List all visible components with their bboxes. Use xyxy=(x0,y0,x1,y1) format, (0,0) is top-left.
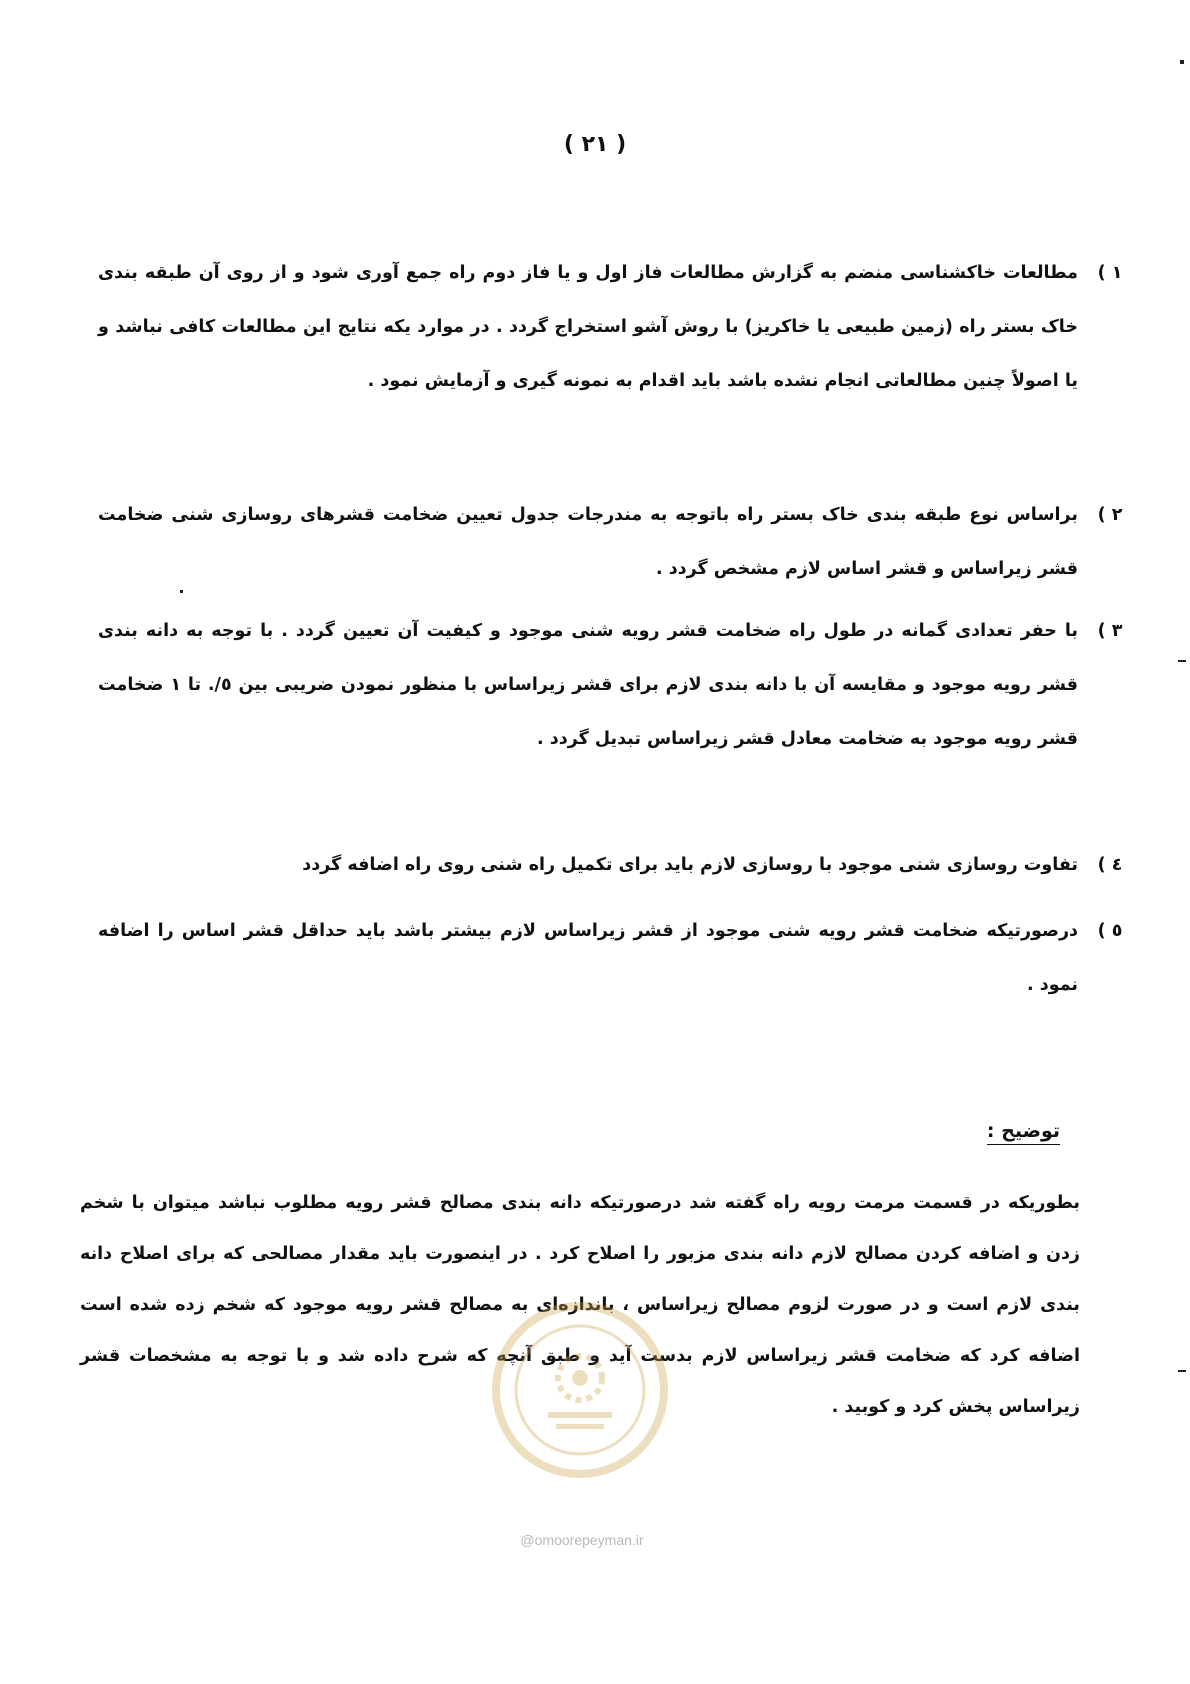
margin-mark xyxy=(180,590,183,593)
item-text: براساس نوع طبقه بندی خاک بستر راه باتوجه به مندرجات جدول تعیین ضخامت قشرهای روسازی شنی ضخامت قشر زیراساس و قشر اساس لازم مشخص گردد . xyxy=(98,505,1078,579)
margin-mark xyxy=(1180,60,1184,64)
item-text: درصورتیکه ضخامت قشر رویه شنی موجود از قشر زیراساس لازم بیشتر باشد باید حداقل قشر اساس را اضافه نمود . xyxy=(98,921,1078,995)
margin-mark xyxy=(1178,1370,1186,1372)
item-number: ٥ ) xyxy=(1097,921,1123,941)
margin-mark xyxy=(1178,660,1186,662)
list-item-3 xyxy=(98,604,1123,766)
note-paragraph: بطوریکه در قسمت مرمت رویه راه گفته شد درصورتیکه دانه بندی مصالح قشر رویه مطلوب نباشد میتوان با شخم زدن و اضافه کردن مصالح لازم دانه بندی مزبور را اصلاح کرد . در اینصورت باید مقدار مصالحی که برای اصلاح دانه بندی لازم است و در صورت لزوم مصالح زیراساس ، باندازه‌ای به مصالح قشر رویه موجود که شخم زده شده است اضافه کرد که ضخامت قشر زیراساس لازم بدست آید و طبق آنچه که شرح داده شد و با توجه به مشخصات قشر زیراساس پخش کرد و کوبید . xyxy=(80,1193,1080,1417)
watermark-text: @omoorepeyman.ir xyxy=(520,1532,644,1548)
item-number: ٣ ) xyxy=(1097,621,1123,641)
note-heading: توضیح : xyxy=(987,1120,1060,1145)
item-text: با حفر تعدادی گمانه در طول راه ضخامت قشر رویه شنی موجود و کیفیت آن تعیین گردد . با توجه به دانه بندی قشر رویه موجود و مقایسه آن با دانه بندی لازم برای قشر زیراساس با منظور نمودن ضریبی بین ٥/. تا ١ ضخامت قشر رویه موجود به ضخامت معادل قشر زیراساس تبدیل گردد . xyxy=(98,621,1079,749)
item-number: ١ ) xyxy=(1097,263,1123,283)
item-text: مطالعات خاکشناسی منضم به گزارش مطالعات فاز اول و یا فاز دوم راه جمع آوری شود و از روی آن طبقه بندی خاک بستر راه (زمین طبیعی یا خاکریز) با روش آشو استخراج گردد . در موارد یکه نتایج این مطالعات کافی نباشد و یا اصولاً چنین مطالعاتی انجام نشده باشد باید اقدام به نمونه گیری و آزمایش نمود . xyxy=(98,263,1078,391)
list-item-4 xyxy=(98,838,1123,892)
list-item-2 xyxy=(98,488,1123,596)
item-number: ٢ ) xyxy=(1097,505,1123,525)
list-item-1 xyxy=(98,246,1123,408)
watermark-logo-icon xyxy=(490,1300,670,1480)
item-text: تفاوت روسازی شنی موجود با روسازی لازم باید برای تکمیل راه شنی روی راه اضافه گردد xyxy=(302,855,1078,875)
item-number: ٤ ) xyxy=(1097,855,1123,875)
list-item-5 xyxy=(98,904,1123,1012)
page-number: ( ٢١ ) xyxy=(563,132,627,157)
